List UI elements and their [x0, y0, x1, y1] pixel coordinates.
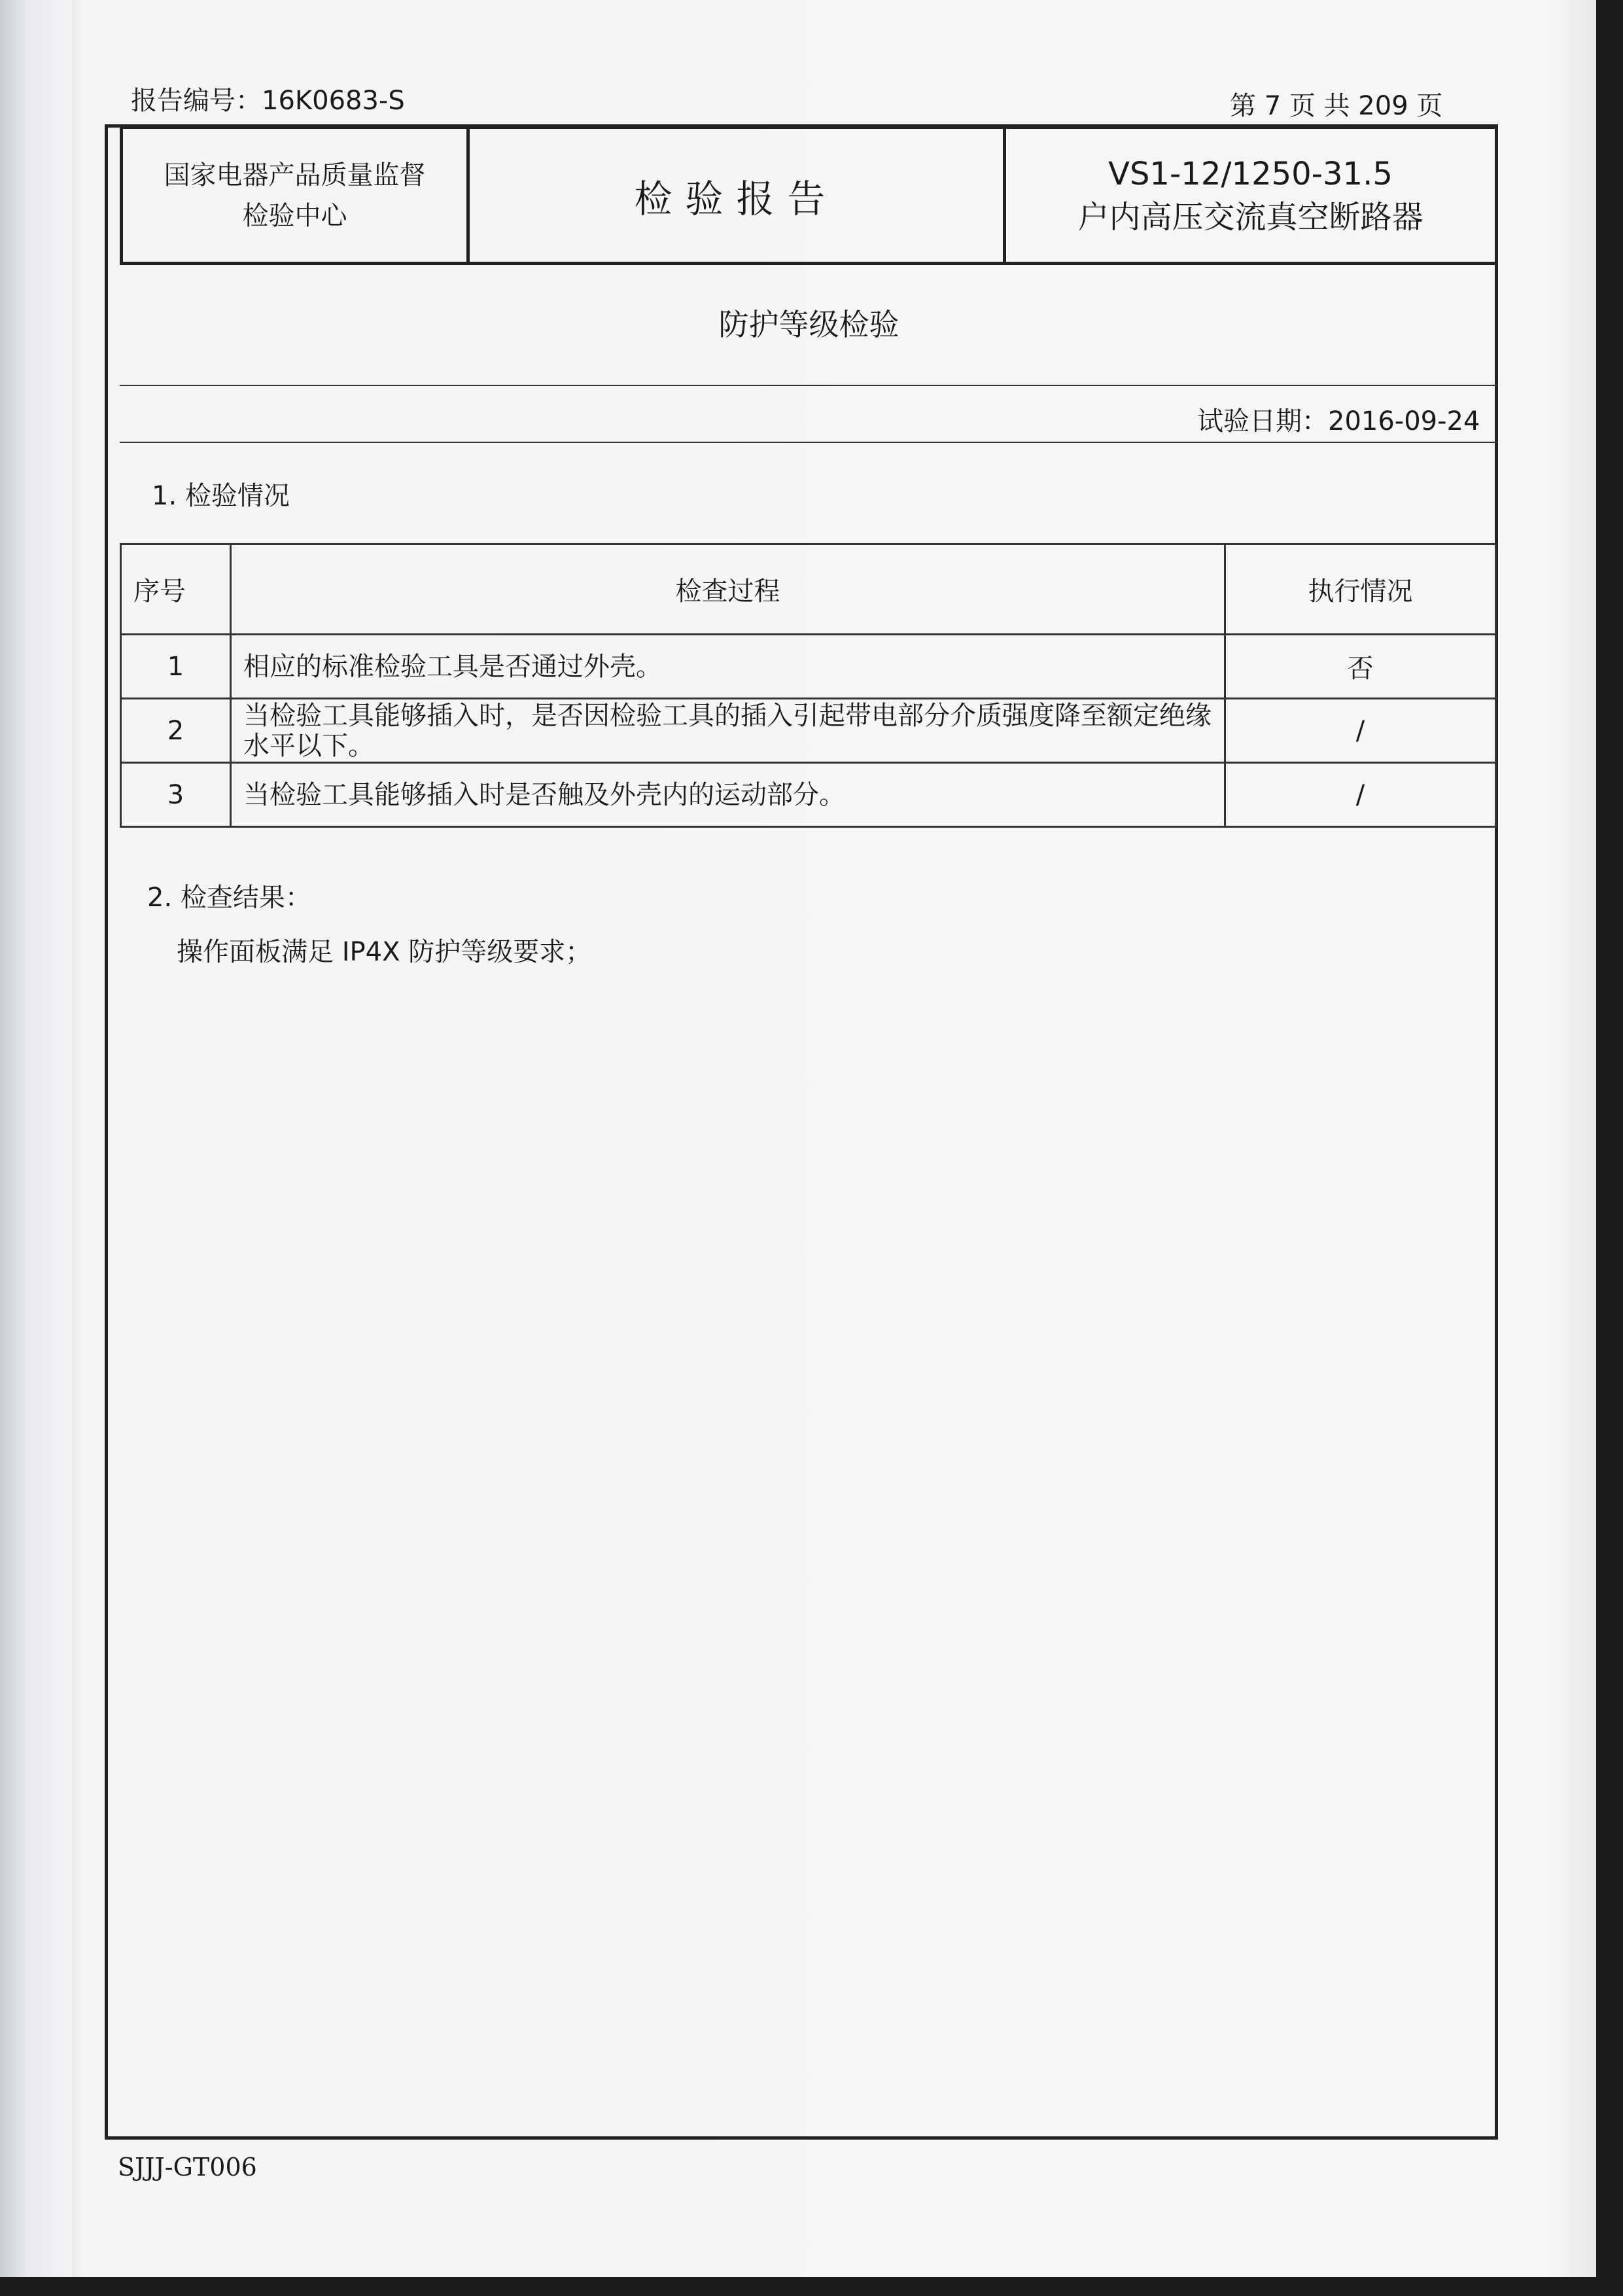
divider — [120, 442, 1498, 443]
row-number: 3 — [121, 763, 231, 827]
product-model: VS1-12/1250-31.5 — [1108, 155, 1393, 192]
row-result: 否 — [1225, 635, 1496, 699]
report-header — [120, 126, 1498, 265]
row-number: 2 — [121, 699, 231, 763]
organization-line-1: 国家电器产品质量监督 — [164, 160, 426, 190]
row-result: / — [1225, 763, 1496, 827]
row-process: 当检验工具能够插入时，是否因检验工具的插入引起带电部分介质强度降至额定绝缘水平以下。 — [231, 699, 1225, 763]
table-header-row — [121, 544, 1496, 635]
form-code: SJJJ-GT006 — [118, 2153, 257, 2181]
organization-cell — [123, 129, 470, 262]
inspection-table — [120, 543, 1497, 828]
report-number: 报告编号：16K0683-S — [131, 86, 405, 116]
test-date: 试验日期：2016-09-24 — [1197, 406, 1480, 436]
divider — [120, 385, 1498, 386]
product-cell — [1006, 129, 1495, 262]
row-number: 1 — [121, 635, 231, 699]
row-process: 当检验工具能够插入时是否触及外壳内的运动部分。 — [231, 763, 1225, 827]
organization-line-2: 检验中心 — [242, 200, 347, 231]
row-process: 相应的标准检验工具是否通过外壳。 — [231, 635, 1225, 699]
column-header-process: 检查过程 — [231, 544, 1225, 635]
table-row — [121, 763, 1496, 827]
page-count: 第 7 页 共 209 页 — [1230, 91, 1443, 121]
column-header-no: 序号 — [121, 544, 231, 635]
result-text: 操作面板满足 IP4X 防护等级要求； — [177, 937, 592, 967]
column-header-result: 执行情况 — [1225, 544, 1496, 635]
result-heading: 2. 检查结果： — [147, 883, 311, 913]
row-result: / — [1225, 699, 1496, 763]
table-row — [121, 635, 1496, 699]
table-row — [121, 699, 1496, 763]
report-title: 检验报告 — [470, 129, 1006, 262]
inspection-heading: 1. 检验情况 — [152, 481, 290, 511]
product-name: 户内高压交流真空断路器 — [1077, 198, 1423, 236]
section-title: 防护等级检验 — [718, 307, 899, 342]
